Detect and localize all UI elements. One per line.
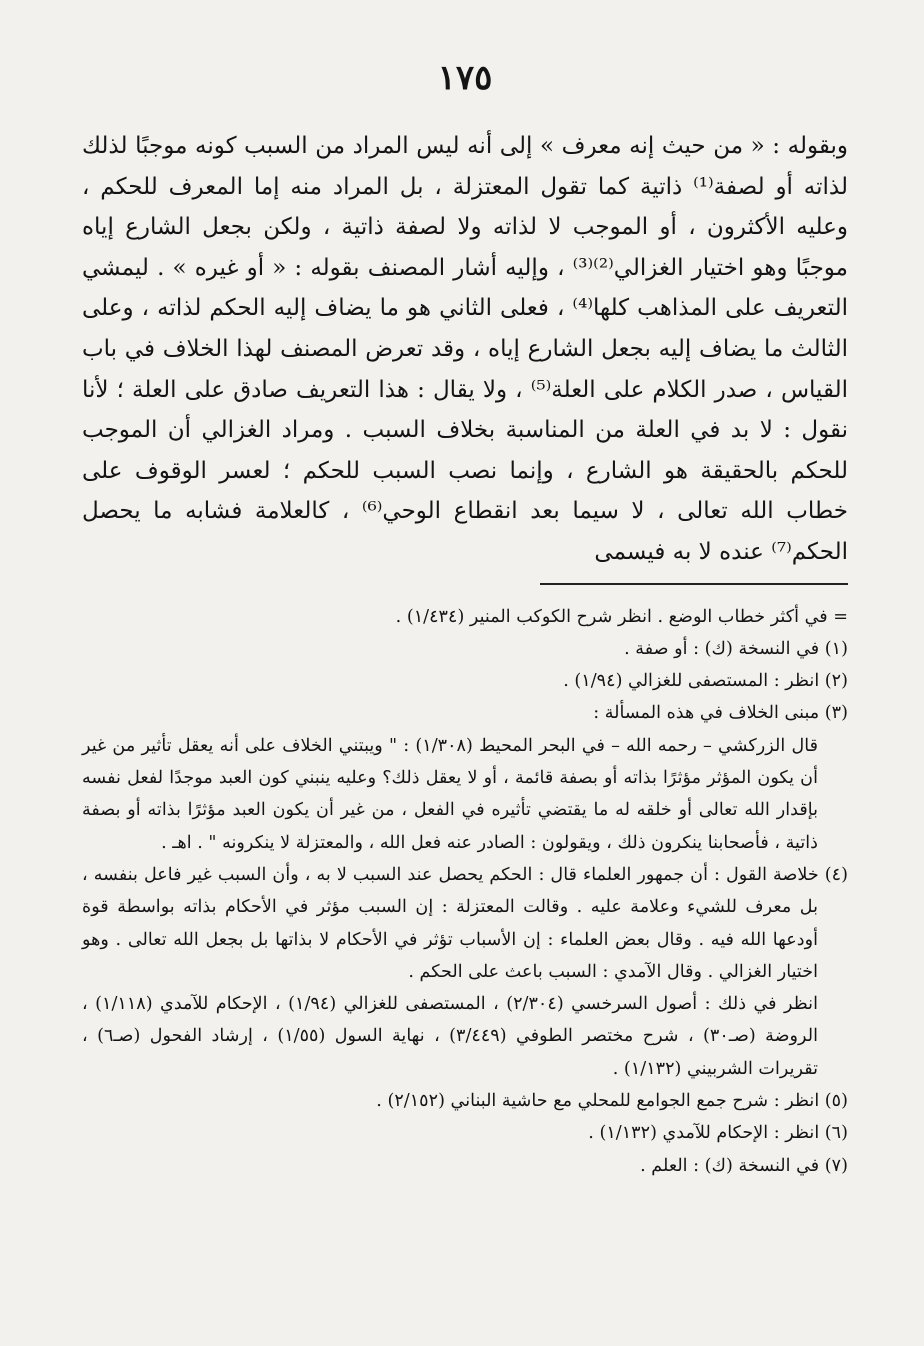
footnote-3-heading: (٣) مبنى الخلاف في هذه المسألة : (593, 703, 848, 724)
footnote-separator (540, 583, 848, 585)
footnote-1: (١) في النسخة (ك) : أو صفة . (624, 638, 848, 659)
footnote-4-references: انظر في ذلك : أصول السرخسي (٢/٣٠٤) ، المستصفى للغزالي (١/٩٤) ، الإحكام للآمدي (١/١١٨) ، الروضة (صـ٣٠) ، شرح مختصر الطوفي (٣/٤٤٩) ، نهاية السول (١/٥٥) ، إرشاد الفحول (صـ٦) ، تقريرات الشربيني (١/١٣٢) . (82, 994, 818, 1079)
footnotes (82, 601, 848, 1182)
footnote-7: (٧) في النسخة (ك) : العلم . (640, 1155, 848, 1176)
footnote-6: (٦) انظر : الإحكام للآمدي (١/١٣٢) . (588, 1123, 848, 1144)
main-paragraph: وبقوله : « من حيث إنه معرف » إلى أنه ليس المراد من السبب كونه موجبًا لذلك لذاته أو لصفة⁽¹⁾ ذاتية كما تقول المعتزلة ، بل المراد منه إما المعرف للحكم ، وعليه الأكثرون ، أو الموجب لا لذاته ولا لصفة ذاتية ، ولكن بجعل الشارع إياه موجبًا وهو اختيار الغزالي⁽²⁾⁽³⁾ ، وإليه أشار المصنف بقوله : « أو غيره » . ليمشي التعريف على المذاهب كلها⁽⁴⁾ ، فعلى الثاني هو ما يضاف إليه الحكم لذاته ، وعلى الثالث ما يضاف إليه بجعل الشارع إياه ، وقد تعرض المصنف لهذا الخلاف في باب القياس ، صدر الكلام على العلة⁽⁵⁾ ، ولا يقال : هذا التعريف صادق على العلة ؛ لأنا نقول : لا بد في العلة من المناسبة بخلاف السبب . ومراد الغزالي أن الموجب للحكم بالحقيقة هو الشارع ، وإنما نصب السبب للحكم ؛ لعسر الوقوف على خطاب الله تعالى ، لا سيما بعد انقطاع الوحي⁽⁶⁾ ، كالعلامة فشابه ما يحصل الحكم⁽⁷⁾ عنده لا به فيسمى (82, 133, 849, 565)
footnote-5: (٥) انظر : شرح جمع الجوامع للمحلي مع حاشية البناني (٢/١٥٢) . (376, 1090, 848, 1111)
main-text (82, 126, 848, 573)
footnote-4: (٤) خلاصة القول : أن جمهور العلماء قال : الحكم يحصل عند السبب لا به ، وأن السبب غير فاعل بنفسه ، بل معرف للشيء وعلامة عليه . وقالت المعتزلة : إن السبب مؤثر في الأحكام بذاته بواسطة قوة أودعها الله فيه . وقال بعض العلماء : إن الأسباب تؤثر في الأحكام لا بذاتها بل بجعل الله تعالى . وهو اختيار الغزالي . وقال الآمدي : السبب باعث على الحكم . (82, 864, 848, 982)
page-number: ١٧٥ (437, 58, 493, 98)
footnote-continuation: = في أكثر خطاب الوضع . انظر شرح الكوكب المنير (١/٤٣٤) . (395, 606, 848, 627)
footnote-3-body: قال الزركشي – رحمه الله – في البحر المحيط (١/٣٠٨) : " ويبتني الخلاف على أنه يعقل تأثير من غير أن يكون المؤثر مؤثرًا بذاته أو بصفة قائمة ، أو لا يعقل ذلك؟ وعليه ينبني كون العبد موجدًا لفعل نفسه بإقدار الله تعالى أو خلقه له ما يقتضي تأثيره في الفعل ، من غير أن يكون العبد مؤثرًا بذاته أو بصفة ذاتية ، فأصحابنا ينكرون ذلك ، ويقولون : الصادر عنه فعل الله ، والمعتزلة لا ينكرونه " . اهـ . (82, 735, 818, 853)
footnote-2: (٢) انظر : المستصفى للغزالي (١/٩٤) . (563, 671, 848, 692)
